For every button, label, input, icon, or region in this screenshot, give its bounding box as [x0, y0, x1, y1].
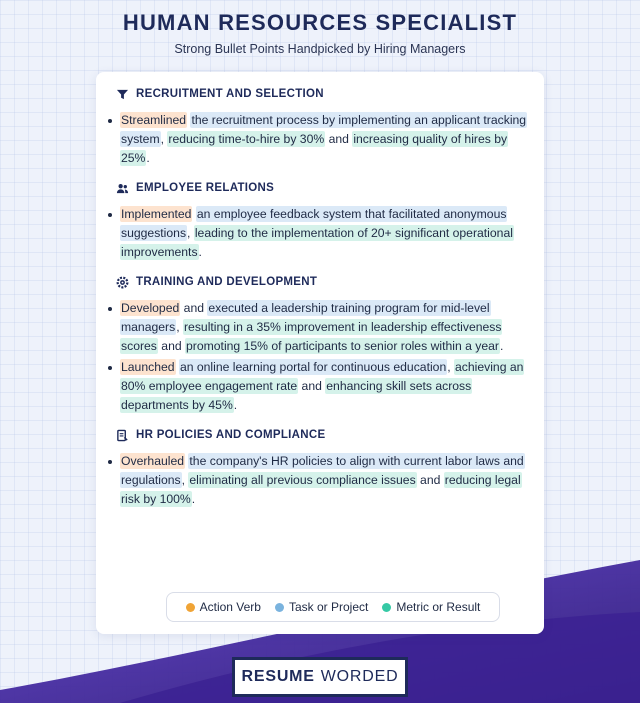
- action-highlight: Streamlined: [121, 113, 187, 127]
- metric-highlight: reducing time-to-hire by 30%: [168, 132, 325, 146]
- section-heading: [116, 428, 532, 442]
- action-highlight: Overhauled: [121, 454, 185, 468]
- bullet-text: [120, 358, 532, 415]
- page-header: [0, 10, 640, 56]
- legend-label: Task or Project: [288, 600, 369, 614]
- legend-dot: [186, 603, 195, 612]
- text-segment: and: [325, 132, 353, 146]
- brand-logo[interactable]: [232, 657, 408, 697]
- bullet-dot: [108, 213, 112, 217]
- bullet-dot: [108, 460, 112, 464]
- section-1: [104, 87, 532, 168]
- text-segment: ,: [181, 473, 189, 487]
- metric-highlight: achieving an 80% employee engagement rate: [121, 360, 524, 393]
- metric-highlight: enhancing skill sets across departments by 45%: [121, 379, 472, 412]
- text-segment: .: [233, 398, 238, 412]
- task-highlight: an online learning portal for continuous education: [179, 360, 447, 374]
- bullet-dot: [108, 366, 112, 370]
- section-heading-text: RECRUITMENT AND SELECTION: [136, 88, 324, 100]
- text-segment: ,: [447, 360, 454, 374]
- legend-item: [186, 600, 261, 614]
- page-title: HUMAN RESOURCES SPECIALIST: [122, 10, 518, 35]
- metric-highlight: reducing legal risk by 100%: [121, 473, 521, 506]
- brand-logo-light: WORDED: [320, 668, 399, 685]
- bullet-dot: [108, 119, 112, 123]
- section-heading: [116, 87, 532, 101]
- task-highlight: the recruitment process by implementing an applicant tracking system: [121, 113, 527, 146]
- gear-icon: [116, 276, 129, 289]
- highlight-legend: [166, 592, 500, 622]
- legend-item: [382, 600, 480, 614]
- section-heading: [116, 181, 532, 195]
- text-segment: and: [298, 379, 326, 393]
- legend-label: Metric or Result: [396, 600, 481, 614]
- text-segment: and: [180, 301, 208, 315]
- document-icon: [116, 429, 129, 442]
- text-segment: and: [157, 339, 186, 353]
- legend-dot: [382, 603, 391, 612]
- text-segment: .: [191, 492, 196, 506]
- bullet-text: [120, 111, 532, 168]
- section-3: [104, 275, 532, 415]
- legend-label: Action Verb: [199, 600, 261, 614]
- resume-card: [96, 72, 544, 634]
- bullet-text: [120, 205, 532, 262]
- task-highlight: executed a leadership training program for mid-level managers: [121, 301, 490, 334]
- people-icon: [116, 182, 129, 195]
- bullet-point: [104, 452, 532, 509]
- section-2: [104, 181, 532, 262]
- task-highlight: an employee feedback system that facilitated anonymous suggestions: [121, 207, 507, 240]
- section-heading-text: HR POLICIES AND COMPLIANCE: [136, 429, 326, 441]
- bullet-point: [104, 299, 532, 356]
- action-highlight: Launched: [121, 360, 175, 374]
- task-highlight: the company's HR policies to align with current labor laws and regulations: [121, 454, 524, 487]
- section-heading-text: EMPLOYEE RELATIONS: [136, 182, 275, 194]
- bullet-point: [104, 358, 532, 415]
- text-segment: ,: [176, 320, 183, 334]
- bullet-text: [120, 299, 532, 356]
- action-highlight: Implemented: [121, 207, 192, 221]
- funnel-icon: [116, 88, 129, 101]
- legend-item: [275, 600, 368, 614]
- text-segment: .: [198, 245, 202, 259]
- section-4: [104, 428, 532, 509]
- text-segment: .: [146, 151, 150, 165]
- bullet-point: [104, 111, 532, 168]
- metric-highlight: increasing quality of hires by 25%: [121, 132, 508, 165]
- bullet-text: [120, 452, 532, 509]
- text-segment: ,: [160, 132, 168, 146]
- legend-dot: [275, 603, 284, 612]
- section-heading-text: TRAINING AND DEVELOPMENT: [136, 276, 318, 288]
- metric-highlight: promoting 15% of participants to senior roles within a year: [186, 339, 499, 353]
- text-segment: and: [416, 473, 444, 487]
- metric-highlight: eliminating all previous compliance issues: [189, 473, 416, 487]
- bullet-point: [104, 205, 532, 262]
- action-highlight: Developed: [121, 301, 180, 315]
- text-segment: ,: [187, 226, 194, 240]
- metric-highlight: resulting in a 35% improvement in leadership effectiveness scores: [121, 320, 502, 353]
- page-subtitle: Strong Bullet Points Handpicked by Hiring Managers: [174, 42, 466, 56]
- text-segment: .: [500, 339, 504, 353]
- bullet-dot: [108, 307, 112, 311]
- section-heading: [116, 275, 532, 289]
- metric-highlight: leading to the implementation of 20+ significant operational improvements: [121, 226, 513, 259]
- brand-logo-bold: RESUME: [241, 668, 315, 685]
